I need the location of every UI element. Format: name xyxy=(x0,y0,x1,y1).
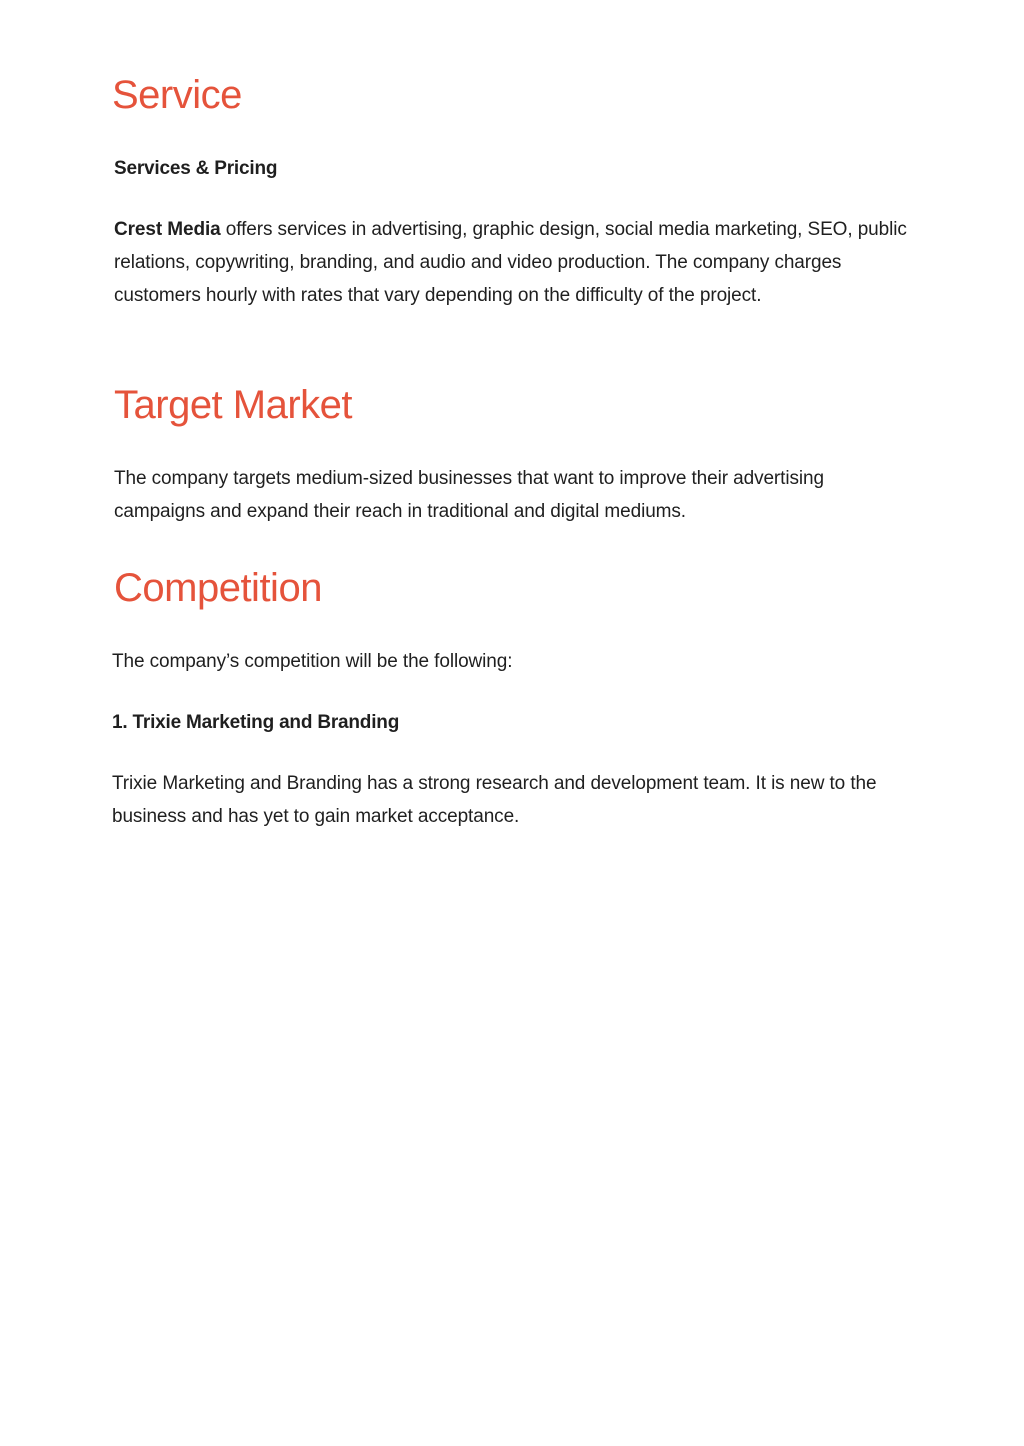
competitor-title: 1. Trixie Marketing and Branding xyxy=(112,712,400,733)
subheading-services-pricing: Services & Pricing xyxy=(114,158,278,179)
company-name: Crest Media xyxy=(114,219,221,240)
section-heading-target-market: Target Market xyxy=(114,383,353,427)
section-heading-service: Service xyxy=(112,73,242,117)
competitor-description: Trixie Marketing and Branding has a strong research and development team. It is new to the business and has yet to gain market acceptance. xyxy=(112,773,877,827)
target-market-paragraph: The company targets medium-sized businesses that want to improve their advertising campaigns and expand their reach in traditional and digital mediums. xyxy=(114,468,824,522)
section-heading-competition: Competition xyxy=(114,566,322,610)
service-paragraph xyxy=(114,213,914,312)
competition-intro: The company’s competition will be the following: xyxy=(112,651,513,672)
service-description: offers services in advertising, graphic design, social media marketing, SEO, public relations, copywriting, branding, and audio and video production. The company charges customers hourly with rates that vary depending on the difficulty of the project. xyxy=(114,219,907,306)
